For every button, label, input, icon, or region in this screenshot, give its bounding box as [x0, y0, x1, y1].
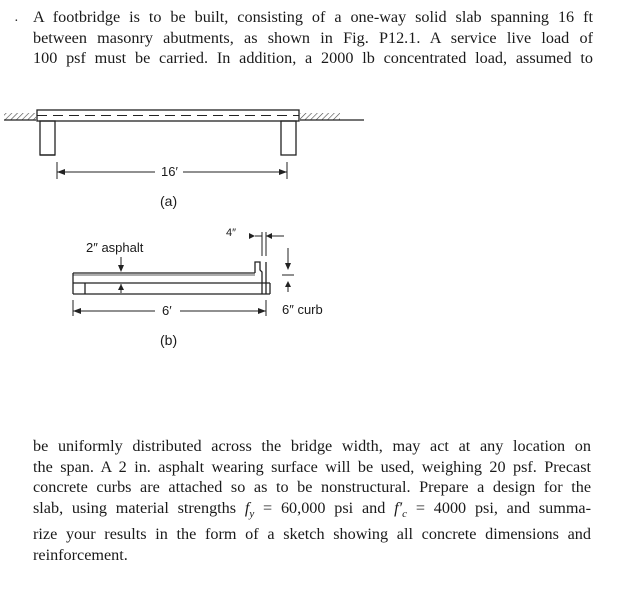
text-line: be uniformly distributed across the bridge width, may act at any location on	[33, 437, 591, 455]
fc-symbol: f′	[394, 498, 403, 517]
text-line: the span. A 2 in. asphalt wearing surface will be used, weighing 20 psf. Precast	[33, 457, 591, 476]
formula-text: = 4000 psi, and summa-	[407, 498, 591, 517]
figure-a-caption: (a)	[160, 193, 178, 209]
fy-symbol: f	[244, 498, 250, 517]
asphalt-label: 2″ asphalt	[86, 240, 144, 255]
formula-text: slab, using material strengths	[33, 498, 245, 517]
text-line-with-formula	[33, 498, 591, 525]
figure-a-elevation	[4, 110, 364, 179]
text-line: reinforcement.	[33, 545, 128, 564]
text-line: between masonry abutments, as shown in Fig. P12.1. A service live load of	[33, 28, 593, 47]
text-line: A footbridge is to be built, consisting of a one-way solid slab spanning 16 ft	[33, 8, 593, 26]
formula-text: = 60,000 psi and	[254, 498, 395, 517]
text-line: 100 psf must be carried. In addition, a 2000 lb concentrated load, assumed to	[33, 49, 593, 67]
text-line: rize your results in the form of a sketch showing all concrete dimensions and	[33, 525, 591, 544]
width-dimension-label: 6′	[162, 303, 172, 318]
fy-subscript: y	[249, 507, 255, 520]
figure-b-caption: (b)	[160, 332, 178, 348]
gap-dimension-label: 4″	[226, 227, 237, 239]
text-line: concrete curbs are attached so as to be nonstructural. Prepare a design for the	[33, 478, 591, 496]
curb-label: 6″ curb	[282, 302, 323, 317]
problem-paragraph-bottom	[33, 436, 591, 565]
bullet-mark: ·	[14, 14, 19, 29]
fc-subscript: c	[402, 507, 408, 520]
span-dimension-label: 16′	[161, 164, 178, 179]
